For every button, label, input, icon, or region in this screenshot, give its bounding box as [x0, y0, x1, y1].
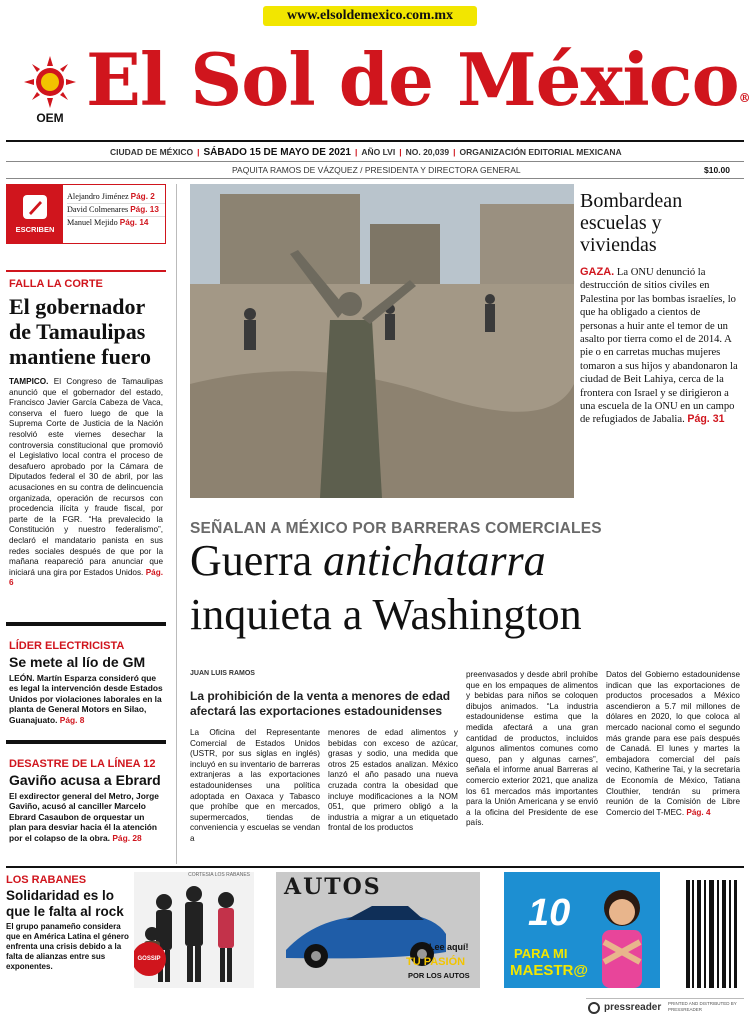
gossip-badge: GOSSIP [134, 942, 166, 976]
dateline: CIUDAD DE MÉXICO | SÁBADO 15 DE MAYO DE 2021 | AÑO LVI | NO. 20,039 | ORGANIZACIÓN EDITORIAL MEXICANA [110, 147, 622, 158]
story-linea12[interactable] [6, 740, 166, 843]
story-page-ref: Pág. 8 [59, 714, 85, 725]
pressreader-footer[interactable] [586, 998, 744, 1018]
organization: ORGANIZACIÓN EDITORIAL MEXICANA [459, 147, 622, 157]
photo-credit: CORTESÍA LOS RABANES [188, 872, 250, 878]
autos-title: AUTOS [284, 874, 382, 900]
story-headline[interactable]: Se mete al lío de GM [9, 654, 146, 670]
story-text: La ONU denunció la destrucción de sitios civiles en Palestina por las bombas israelíes, lo que ha obligado a cientos de personas a huir ante el temor de un asalto por tierra como el de 2014. A pie o en carretas muchas mujeres tomaron a sus hijos y abandonaron la ciudad de Beit Lahiya, cerca de la frontera con Israel y se dirigieron a una escuela de la ONU en un campo de refugiados de Jabalia. [580, 267, 738, 426]
columnist-page: Pág. 14 [119, 218, 149, 227]
divider [6, 622, 166, 626]
sun-logo [24, 56, 76, 125]
autos-line1: TU PASIÓN [406, 956, 466, 968]
rabanes-photo[interactable] [134, 872, 254, 988]
story-tamaulipas[interactable] [6, 270, 166, 589]
columnist-page: Pág. 2 [130, 192, 155, 201]
story-page-ref: Pág. 28 [112, 832, 142, 843]
price: $10.00 [704, 165, 730, 175]
story-kicker: LÍDER ELECTRICISTA [9, 640, 125, 652]
columnist-row[interactable] [67, 204, 165, 217]
issue-number: NO. 20,039 [405, 147, 450, 157]
story-headline[interactable]: Solidaridad es lo que le falta al rock [6, 888, 124, 919]
story-headline[interactable]: El gobernador de Tamaulipas mantiene fuero [9, 294, 151, 369]
main-col3: preenvasados y desde abril prohíbe que en los empaques de alimentos y bebidas para niños se coloquen dibujos animados. “La industria estadounidense estima que la medida afectará a una gran cantidad de productos, incluidos algunos alimentos comunes como queso, pan y algunas carnes”, señala el informe anual Barreras al comercio exterior 2021, que analiza los 61 mercados más importantes para la Unión Americana y se envió a la oficina del Presidente de ese país. [466, 670, 598, 828]
barcode [684, 876, 742, 992]
main-col1: La Oficina del Representante Comercial de Estados Unidos (USTR, por sus siglas en inglés) incluyó en su inventario de barreras extranjeras a las exportaciones estadounidenses una política adoptada en Oaxaca y Tabasco que prohíbe que en mercados, supermercados, tiendas de conveniencia y escuelas se vendan a [190, 728, 320, 843]
gaza-photo[interactable] [190, 184, 574, 498]
story-kicker: DESASTRE DE LA LÍNEA 12 [9, 758, 156, 770]
story-headline[interactable]: Bombardean escuelas y viviendas [580, 190, 683, 256]
autos-line2: POR LOS AUTOS [408, 971, 470, 980]
byline: JUAN LUIS RAMOS [190, 670, 255, 677]
story-gm[interactable] [6, 622, 166, 725]
column-text: Datos del Gobierno estadounidense indican que las exportaciones de productos procesados a México ascendieron a 5.7 mil millones de dólares en 2020, lo que coloca al mercado nacional como el segundo más grande para ese país después de Canadá. El lunes y martes la embajadora comercial del país vecino, Katherine Tai, y la secretaria de Economía de México, Tatiana Clouthier, tendrán su primera reunión de la Comisión de Libre Comercio del T-MEC. [606, 670, 740, 817]
story-text: El Congreso de Tamaulipas anunció que el gobernador del estado, Francisco Javier García Cabeza de Vaca, conserva el fuero luego de que la Suprema Corte de Justicia de la Nación resolvió este viernes desechar la controversia constitucional que promovió el Legislativo local contra el proceso de desafuero aprobado por la Cámara de Diputados federal el 30 de abril, por las acusaciones en su contra de delincuencia organizada, operación de recursos con procedencia ilícita y fraude fiscal, por parte de la FGR. “Ha prevalecido la Constitución y nuestro federalismo”, declaró el mandatario panista en sus redes sociales después de que por la mañana reapareció para anunciar que iniciará una gira por Estados Unidos. [9, 377, 163, 577]
story-page-ref: Pág. 6 [9, 567, 163, 588]
autos-promo[interactable] [276, 872, 480, 988]
promo-line1: PARA MI [514, 946, 568, 961]
escriben-box[interactable] [6, 184, 166, 244]
escriben-label: ESCRIBEN [15, 225, 55, 234]
story-page-ref: Pág. 31 [687, 413, 725, 426]
main-deck: La prohibición de la venta a menores de edad afectará las exportaciones estadounidenses [190, 689, 451, 718]
story-page-ref: Pág. 4 [686, 807, 711, 817]
year: AÑO LVI [361, 147, 396, 157]
president-line: PAQUITA RAMOS DE VÁZQUEZ / PRESIDENTA Y DIRECTORA GENERAL [232, 165, 521, 175]
story-dateline: TAMPICO. [9, 377, 49, 386]
headline-part: inquieta a Washington [190, 590, 582, 639]
escriben-badge [7, 185, 63, 243]
divider [6, 866, 744, 868]
story-headline[interactable]: Gaviño acusa a Ebrard [9, 772, 161, 788]
pressreader-logo: pressreader [604, 1002, 662, 1013]
teacher-promo[interactable] [504, 872, 660, 988]
columnist-row[interactable] [67, 217, 165, 229]
columnist-name: Manuel Mejido [67, 218, 118, 227]
columnist-name: David Colmenares [67, 205, 129, 214]
date: SÁBADO 15 DE MAYO DE 2021 [203, 147, 351, 158]
story-kicker: FALLA LA CORTE [9, 278, 103, 290]
divider [6, 161, 744, 162]
main-headline[interactable] [190, 534, 740, 642]
site-url[interactable]: www.elsoldemexico.com.mx [263, 6, 477, 26]
main-col2: menores de edad alimentos y bebidas con exceso de azúcar, grasas y sodio, una medida que otros 25 estados analizan. México lanzó el año pasado una nueva cruzada contra la obesidad que incluye modificaciones a la NOM 051, que primero obligó a la industria a migrar a un etiquetado frontal de los productos [328, 728, 458, 833]
columnist-name: Alejandro Jiménez [67, 192, 129, 201]
story-text: El exdirector general del Metro, Jorge Gaviño, acusó al canciller Marcelo Ebrard Casaubon de orquestar un plan para desviar hacia él la atención por el colapso de la obra. [9, 791, 159, 843]
gaza-rubble-image [190, 184, 574, 498]
autos-cta[interactable]: ¡Lee aquí! [426, 942, 469, 952]
story-body [9, 673, 163, 725]
divider [6, 178, 744, 179]
barcode-icon [684, 876, 742, 992]
promo-number: 10 [528, 892, 571, 934]
story-kicker: LOS RABANES [6, 874, 87, 886]
columnist-page: Pág. 13 [130, 205, 159, 214]
divider [6, 740, 166, 744]
masthead-title[interactable] [86, 30, 750, 130]
masthead-text: El Sol de México [86, 37, 739, 122]
story-body [9, 791, 163, 843]
divider [6, 140, 744, 142]
story-body: El grupo panameño considera que en América Latina el género enfrenta una crisis debido a la falta de alianzas entre sus exponentes. [6, 922, 129, 971]
city: CIUDAD DE MÉXICO [110, 147, 194, 157]
main-kicker: SEÑALAN A MÉXICO POR BARRERAS COMERCIALES [190, 520, 602, 537]
main-col4 [606, 670, 740, 818]
promo-line2: MAESTR@ [510, 962, 588, 979]
story-body [9, 377, 163, 589]
registered-mark: ® [738, 91, 750, 105]
story-text: LEÓN. Martín Esparza consideró que es legal la intervención desde Estados Unidos por violaciones laborales en la planta de General Motors en Silao, Guanajuato. [9, 673, 163, 725]
columnist-row[interactable] [67, 191, 165, 204]
gaza-story[interactable] [580, 190, 738, 427]
oem-label: OEM [36, 111, 64, 125]
pen-icon [21, 193, 49, 221]
child-image [592, 878, 652, 988]
pressreader-note: PRINTED AND DISTRIBUTED BY PRESSREADER [668, 1001, 737, 1012]
story-body [580, 266, 738, 427]
headline-italic: antichatarra [323, 536, 546, 585]
story-rabanes[interactable] [6, 874, 130, 972]
divider [6, 270, 166, 272]
pressreader-icon [588, 1002, 600, 1014]
headline-part: Guerra [190, 536, 324, 585]
sun-icon [24, 56, 76, 108]
story-dateline: GAZA. [580, 266, 615, 278]
column-divider [176, 184, 177, 864]
